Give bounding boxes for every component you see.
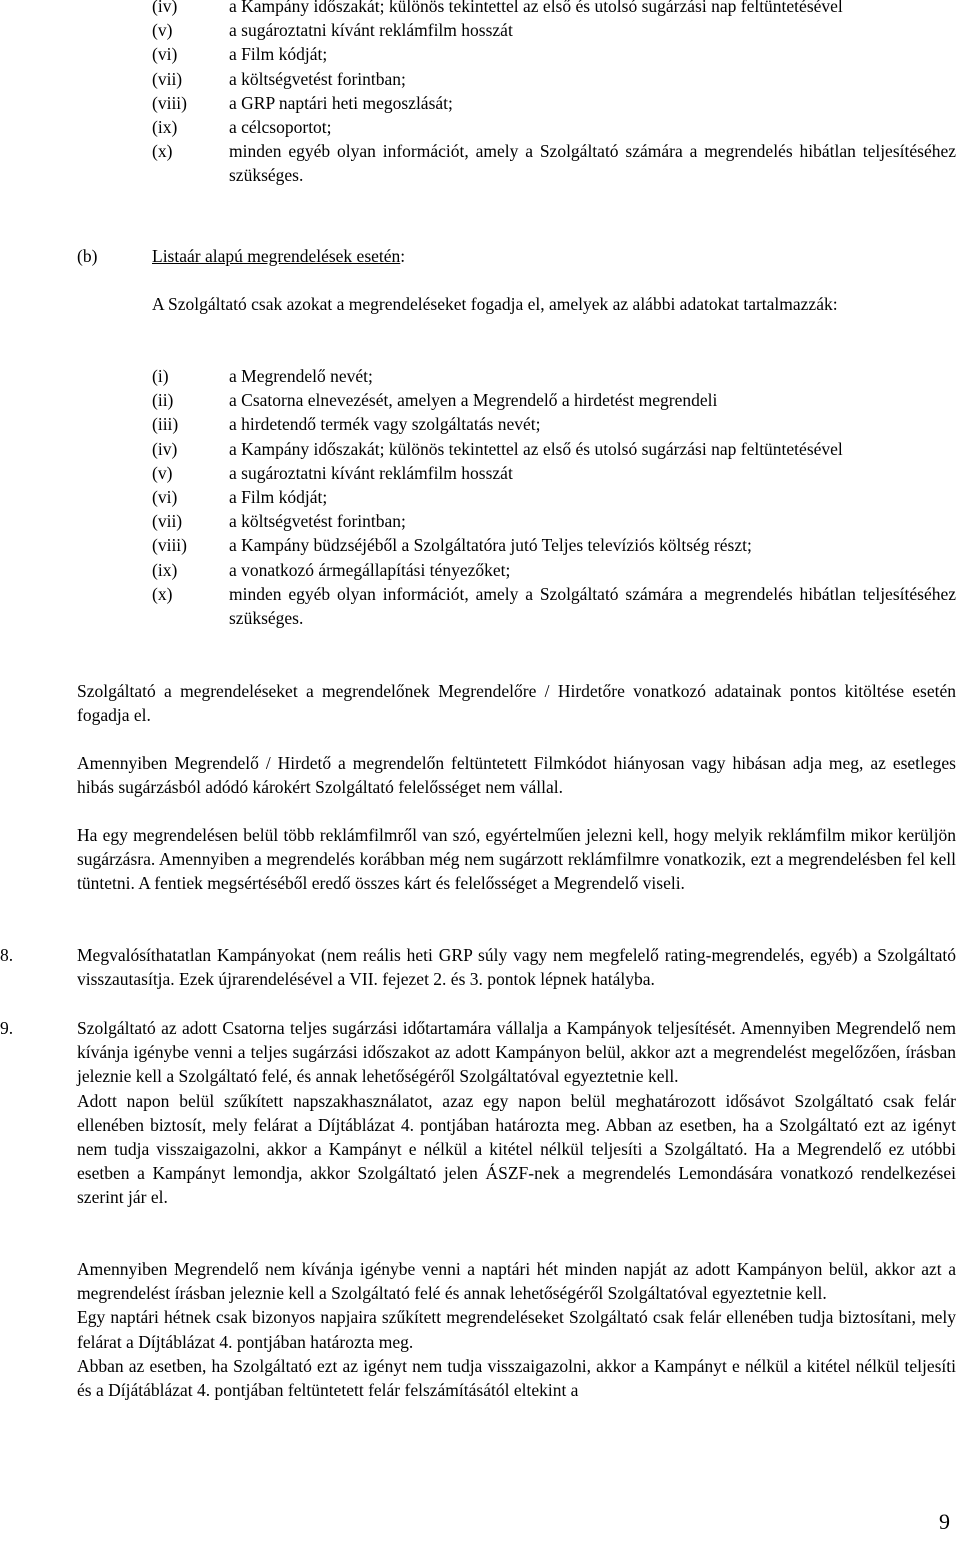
- paragraph-text: Ha egy megrendelésen belül több reklámfilmről van szó, egyértelműen jelezni kell, hogy melyik reklámfilm mikor kerüljön sugárzásra. Amennyiben a megrendelés korábban még nem sugárzott reklámfilmre vonatkozik, ezt a megrendelésben fel kell tüntetni. A fentiek megsértéséből eredő összes kárt és felelősséget a Megrendelő viseli.: [77, 825, 956, 894]
- list-item-label: (viii): [152, 535, 187, 556]
- point-9-block-2: [77, 1257, 956, 1402]
- paragraph-text: Amennyiben Megrendelő / Hirdető a megrendelőn feltüntetett Filmkódot hiányosan vagy hibásan adja meg, az esetleges hibás sugárzásból adódó károkért Szolgáltató felelősséget nem vállal.: [77, 753, 956, 798]
- paragraph-film-code: [77, 751, 956, 799]
- list-item-label: (vi): [152, 44, 178, 65]
- list-item: [152, 437, 956, 461]
- list-item-text: a sugároztatni kívánt reklámfilm hosszát: [229, 20, 513, 41]
- list-item: [152, 582, 956, 630]
- paragraph-text: Szolgáltató az adott Csatorna teljes sugárzási időtartamára vállalja a Kampányok teljesítését. Amennyiben Megrendelő nem kívánja igénybe venni a teljes sugárzási időszakot az adott Kampányon belül, akkor azt a megrendelést megelőzően, írásban jeleznie kell a Szolgáltató felé, és annak lehetőségéről Szolgáltatóval egyeztetnie kell.: [77, 1018, 956, 1087]
- list-item-text: a Kampány időszakát; különös tekintettel az első és utolsó sugárzási nap feltüntetésével: [229, 0, 843, 16]
- list-item-text: a célcsoportot;: [229, 117, 332, 138]
- list-item-label: (viii): [152, 92, 187, 113]
- section-b-heading-text: Listaár alapú megrendelések esetén: [152, 246, 401, 266]
- list-item-label: (ix): [152, 117, 178, 138]
- list-item: [152, 388, 956, 412]
- paragraph-text: Abban az esetben, ha Szolgáltató ezt az igényt nem tudja visszaigazolni, akkor a Kampányt e nélkül a kitétel nélkül teljesíti és a Díjátáblázat 4. pontjában feltüntetett felár felszámításától eltekint a: [77, 1355, 956, 1401]
- list-item-label: (x): [152, 583, 173, 604]
- list-item: [152, 139, 956, 187]
- list-item: [152, 115, 956, 139]
- page-number: 9: [939, 1509, 950, 1534]
- list-item-label: (vii): [152, 68, 183, 89]
- list-item-text: a hirdetendő termék vagy szolgáltatás nevét;: [229, 414, 541, 435]
- list-item: [152, 18, 956, 42]
- point-8-text: [77, 943, 956, 991]
- list-item-label: (iv): [152, 438, 178, 459]
- list-item: [152, 412, 956, 436]
- list-item-label: (x): [152, 141, 173, 162]
- list-item-text: a Kampány büdzséjéből a Szolgáltatóra jutó Teljes televíziós költség részt;: [229, 535, 752, 556]
- list-item-text: a Megrendelő nevét;: [229, 366, 373, 386]
- point-8-label: 8.: [0, 945, 14, 965]
- list-item-label: (i): [152, 366, 169, 386]
- list-item-label: (vi): [152, 487, 178, 508]
- paragraph-multiple-films: [77, 823, 956, 896]
- section-b-heading-colon: :: [400, 246, 406, 266]
- list-item-text: a vonatkozó ármegállapítási tényezőket;: [229, 559, 511, 580]
- list-item: [152, 533, 956, 557]
- list-item-text: minden egyéb olyan információt, amely a Szolgáltató számára a megrendelés hibátlan teljesítéséhez szükséges.: [229, 583, 956, 629]
- list-item: [152, 67, 956, 91]
- list-item-text: a Film kódját;: [229, 44, 328, 65]
- list-item-text: a Csatorna elnevezését, amelyen a Megrendelő a hirdetést megrendeli: [229, 390, 718, 411]
- list-item: [152, 558, 956, 582]
- list-item-text: a Film kódját;: [229, 487, 328, 508]
- list-a-tail: [152, 0, 956, 188]
- list-item-label: (v): [152, 20, 173, 41]
- point-9-label: 9.: [0, 1018, 14, 1038]
- point-9-block-1: [77, 1016, 956, 1210]
- list-b: [152, 364, 956, 630]
- list-item: [152, 485, 956, 509]
- section-b-label: (b): [77, 246, 98, 266]
- list-item: [152, 0, 956, 18]
- list-item-label: (iii): [152, 414, 179, 435]
- list-item: [152, 91, 956, 115]
- list-item: [152, 509, 956, 533]
- section-b-intro: A Szolgáltató csak azokat a megrendeléseket fogadja el, amelyek az alábbi adatokat tartalmazzák:: [152, 294, 838, 314]
- list-item-label: (v): [152, 462, 173, 483]
- paragraph-text: Amennyiben Megrendelő nem kívánja igénybe venni a naptári hét minden napját az adott Kampányon belül, akkor azt a megrendelést írásban jeleznie kell a Szolgáltató felé és annak lehetőségéről Szolgáltatóval egyeztetnie kell.: [77, 1259, 956, 1304]
- paragraph-text: Egy naptári hétnek csak bizonyos napjaira szűkített megrendeléseket Szolgáltató csak felár ellenében tudja biztosítani, mely felárat a Díjtáblázat 4. pontjában határozta meg.: [77, 1307, 956, 1352]
- list-item-text: a költségvetést forintban;: [229, 511, 406, 532]
- list-item: [152, 364, 956, 388]
- list-item-label: (ix): [152, 559, 178, 580]
- paragraph-text: Szolgáltató a megrendeléseket a megrendelőnek Megrendelőre / Hirdetőre vonatkozó adatainak pontos kitöltése esetén fogadja el.: [77, 681, 956, 726]
- list-item-text: a Kampány időszakát; különös tekintettel az első és utolsó sugárzási nap feltüntetésével: [229, 438, 843, 459]
- list-item-text: a sugároztatni kívánt reklámfilm hosszát: [229, 462, 513, 483]
- list-item-label: (vii): [152, 511, 183, 532]
- list-item-label: (ii): [152, 390, 174, 411]
- list-item-text: minden egyéb olyan információt, amely a Szolgáltató számára a megrendelés hibátlan teljesítéséhez szükséges.: [229, 141, 956, 186]
- section-b-heading: [152, 244, 405, 268]
- list-item-text: a GRP naptári heti megoszlását;: [229, 92, 453, 113]
- list-item-text: a költségvetést forintban;: [229, 68, 406, 89]
- list-item-label: (iv): [152, 0, 178, 16]
- paragraph-order-acceptance: [77, 679, 956, 727]
- list-item: [152, 461, 956, 485]
- paragraph-text: Megvalósíthatatlan Kampányokat (nem reális heti GRP súly vagy nem megfelelő rating-megrendelés, egyéb) a Szolgáltató visszautasítja. Ezek újrarendelésével a VII. fejezet 2. és 3. pontok lépnek hatályba.: [77, 945, 956, 990]
- list-item: [152, 42, 956, 66]
- paragraph-text: Adott napon belül szűkített napszakhasználatot, azaz egy napon belül meghatározott idősávot Szolgáltató csak felár ellenében biztosít, mely felárat a Díjtáblázat 4. pontjában határozta meg. Abban az esetben, ha a Szolgáltató ezt az igényt nem tudja visszaigazolni, akkor a Kampányt e nélkül a kitétel nélkül teljesíti a Szolgáltató. Ha a Megrendelő ez utóbbi esetben a Kampányt lemondja, akkor Szolgáltató jelen ÁSZF-nek a megrendelés Lemondására vonatkozó rendelkezései szerint jár el.: [77, 1090, 956, 1208]
